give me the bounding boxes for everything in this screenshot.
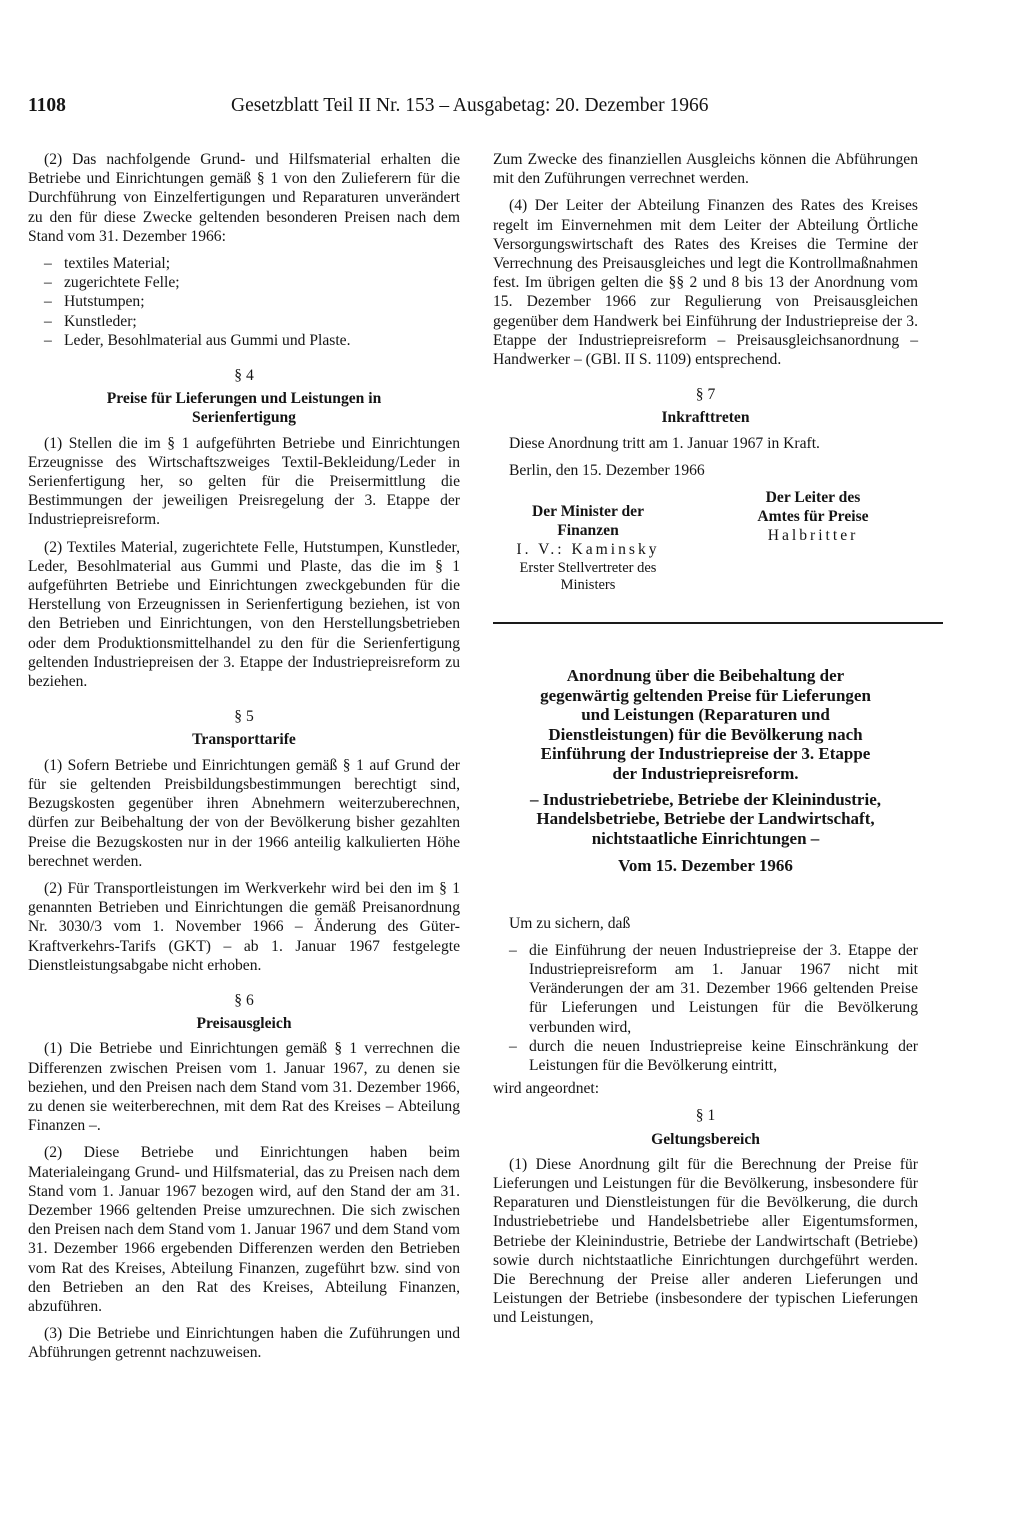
- list-item: – die Einführung der neuen Industriepreise der 3. Etappe der Industriepreisreform am 1. Januar 1967 nicht mit Veränderungen der am 31. Dezember 1966 geltenden Preise für Lieferungen und Leistungen für die Bevölkerung verbunden wird,: [493, 941, 918, 1037]
- section-4-number: § 4: [234, 367, 254, 385]
- gazette-title: Gesetzblatt Teil II Nr. 153 – Ausgabetag: 20. Dezember 1966: [231, 95, 709, 116]
- new-section-1-number: § 1: [695, 1107, 716, 1125]
- paragraph-5-2: (2) Für Transportleistungen im Werkverkehr wird bei den im § 1 genannten Betrieben und Einrichtungen die gemäß Preisanordnung Nr. 3030/3 vom 1. November 1966 – Änderung des Güter-Kraftverkehrs-Tarifs (GKT) – ab 1. Januar 1967 festgelegte Dienstleistungsabgabe nicht erhoben.: [28, 879, 460, 974]
- list-item: – textiles Material;: [28, 254, 460, 273]
- ordered-text: wird angeordnet:: [493, 1080, 600, 1098]
- list-item: – Kunstleder;: [28, 312, 460, 331]
- new-ordinance-subtitle: – Industriebetriebe, Betriebe der Kleinindustrie, Handelsbetriebe, Betriebe der Landwirtschaft, nichtstaatliche Einrichtungen –: [530, 789, 881, 848]
- list-item: – Leder, Besohlmaterial aus Gummi und Plaste.: [28, 331, 460, 350]
- section-4-title: Preise für Lieferungen und Leistungen in Serienfertigung: [106, 390, 382, 427]
- new-ordinance-date: Vom 15. Dezember 1966: [618, 856, 793, 876]
- section-6-number: § 6: [234, 991, 254, 1009]
- paragraph-6-3: (3) Die Betriebe und Einrichtungen haben die Zuführungen und Abführungen getrennt nachzuweisen.: [28, 1325, 460, 1362]
- paragraph-5-1: (1) Sofern Betriebe und Einrichtungen gemäß § 1 auf Grund der für sie geltenden Preisbildungsbestimmungen berechtigt sind, Bezugskosten gegenüber ihren Abnehmern weiterzuberechnen, dürfen zur Beibehaltung der von der Bevölkerung bisher gezahlten Preise die Bezugskosten nur in der 1966 anteilig kalkulierten Höhe berechnet werden.: [28, 756, 460, 870]
- paragraph-6-4: (4) Der Leiter der Abteilung Finanzen des Rates des Kreises regelt im Einvernehmen mit dem Leiter der Abteilung Örtliche Versorgungswirtschaft des Rates des Kreises die Termine der Verrechnung des Preisausgleiches und legt die Kontrollmaßnahmen fest. Im übrigen gelten die §§ 2 und 8 bis 13 der Anordnung vom 15. Dezember 1966 zur Regulierung von Preisausgleichen gegenüber dem Handwerk bei Einführung der Industriepreise der 3. Etappe der Industriepreisreform – Preisausgleichsanordnung – Handwerker – (GBl. II S. 1109) entsprechend.: [493, 197, 918, 369]
- price-office-title: Der Leiter des Amtes für Preise: [757, 489, 869, 526]
- material-list: [28, 254, 460, 350]
- list-item: – zugerichtete Felle;: [28, 273, 460, 292]
- paragraph-3-2: (2) Das nachfolgende Grund- und Hilfsmaterial erhalten die Betriebe und Einrichtungen gemäß § 1 von den Zulieferern für die Durchführung von Einzelfertigungen und Reparaturen unverändert zu den für diese Zwecke geltenden besonderen Preisen nach dem Stand vom 31. Dezember 1966:: [28, 151, 460, 245]
- new-paragraph-1-1: (1) Diese Anordnung gilt für die Berechnung der Preise für Lieferungen und Leistungen für die Bevölkerung, insbesondere für Reparaturen und Dienstleistungen für die Bevölkerung, die durch Industriebetriebe und Handelsbetriebe aller Eigentumsformen, Betriebe der Kleinindustrie, Betriebe der Landwirtschaft (Betriebe) sowie durch nichtstaatliche Einrichtungen durchgeführt werden. Die Berechnung der Preise aller anderen Lieferungen und Leistungen der Betriebe (insbesondere der typischen Lieferungen und Leistungen,: [493, 1155, 918, 1327]
- right-column: [493, 150, 918, 1336]
- new-section-1-title: Geltungsbereich: [651, 1130, 760, 1148]
- left-column: [28, 150, 460, 1371]
- signature-minister: [513, 502, 663, 594]
- intro-list: [493, 941, 918, 1075]
- list-item: – durch die neuen Industriepreise keine Einschränkung der Leistungen für die Bevölkerung eintritt,: [493, 1037, 918, 1075]
- paragraph-6-2: (2) Diese Betriebe und Einrichtungen haben beim Materialeingang Grund- und Hilfsmaterial, das zu Preisen nach dem Stand vom 1. Januar 1967 bezogen wird, auf den Stand der am 31. Dezember 1966 geltenden Preise umzurechnen. Die sich zwischen den Preisen nach dem Stand vom 1. Januar 1967 und dem Stand vom 31. Dezember 1966 ergebenden Differenzen werden den Betrieben vom Rat des Kreises, Abteilung Finanzen, zugeführt bzw. sind von den Betrieben an den Rat des Kreises, Abteilung Finanzen, abzuführen.: [28, 1144, 460, 1315]
- signature-price-office: [743, 488, 883, 546]
- paragraph-4-2: (2) Textiles Material, zugerichtete Felle, Hutstumpen, Kunstleder, Leder, Besohlmaterial aus Gummi und Plaste, das die im § 1 aufgeführten Betriebe und Einrichtungen zweckgebunden für die Herstellung von Erzeugnissen in Serienfertigung beziehen, ist von den Betrieben und Einrichtungen, von den Herstellungsbetrieben oder dem Produktionsmittelhandel zu den für die Serienfertigung geltenden Industriepreisen der 3. Etappe der Industriepreisreform zu beziehen.: [28, 538, 460, 691]
- minister-signatory: I. V.: Kaminsky: [516, 541, 660, 559]
- intro-text: Um zu sichern, daß: [509, 914, 631, 932]
- section-7-number: § 7: [695, 386, 716, 404]
- section-7-title: Inkrafttreten: [661, 409, 750, 427]
- price-office-signatory: Halbritter: [767, 527, 859, 545]
- paragraph-6-1: (1) Die Betriebe und Einrichtungen gemäß § 1 verrechnen die Differenzen zwischen Preisen vom 1. Januar 1967, zu denen sie beziehen, und den Preisen nach dem Stand vom 31. Dezember 1966, zu denen sie weiterberechnen, mit dem Rat des Kreises – Abteilung Finanzen –.: [28, 1040, 460, 1135]
- section-5-number: § 5: [234, 708, 254, 726]
- section-6-title: Preisausgleich: [196, 1015, 292, 1033]
- signature-block: [493, 488, 918, 608]
- paragraph-4-1: (1) Stellen die im § 1 aufgeführten Betriebe und Einrichtungen Erzeugnisse des Wirtschaftszweiges Textil-Bekleidung/Leder in Serienfertigung her, so gelten für die Preisermittlung die Bestimmungen der jeweiligen Preisregelung der 3. Etappe der Industriepreisreform.: [28, 434, 460, 529]
- page-header: [28, 95, 728, 125]
- list-item: – Hutstumpen;: [28, 292, 460, 311]
- paragraph-6-3-continued: Zum Zwecke des finanziellen Ausgleichs können die Abführungen mit den Zuführungen verrechnet werden.: [493, 151, 918, 188]
- paragraph-7: Diese Anordnung tritt am 1. Januar 1967 in Kraft.: [509, 434, 820, 452]
- place-date: Berlin, den 15. Dezember 1966: [509, 461, 705, 479]
- minister-title: Der Minister der Finanzen: [531, 503, 644, 540]
- new-ordinance-title: Anordnung über die Beibehaltung der gegenwärtig geltenden Preise für Lieferungen und Leistungen (Reparaturen und Dienstleistungen) für die Bevölkerung nach Einführung der Industriepreise der 3. Etappe der Industriepreisreform.: [540, 666, 871, 784]
- minister-signatory-role: Erster Stellvertreter des Ministers: [519, 559, 657, 593]
- section-5-title: Transporttarife: [192, 731, 296, 749]
- section-divider-rule: [493, 622, 943, 624]
- page-number: 1108: [28, 95, 66, 116]
